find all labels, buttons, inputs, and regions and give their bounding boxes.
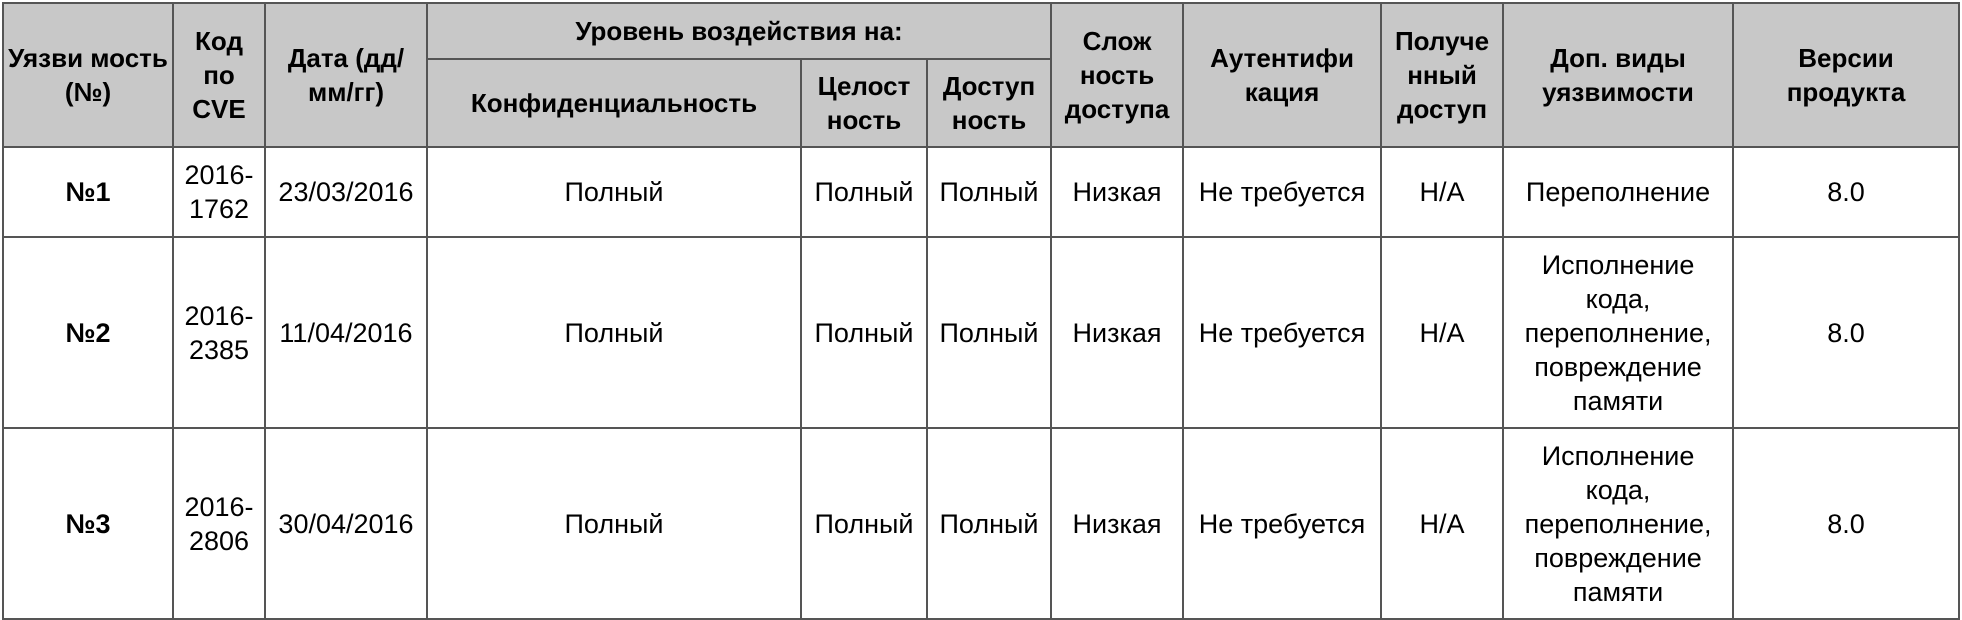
header-obtained-access: Получе нный доступ [1381,3,1503,147]
cell-authentication: Не требуется [1183,237,1381,428]
cell-integrity: Полный [801,428,927,619]
cell-extra-types: Исполнение кода, переполнение, повреждение памяти [1503,428,1733,619]
cell-extra-types: Переполнение [1503,147,1733,237]
cell-cve: 2016-1762 [173,147,265,237]
header-extra-types: Доп. виды уязвимости [1503,3,1733,147]
cell-availability: Полный [927,428,1051,619]
header-cve: Код по CVE [173,3,265,147]
cell-confidentiality: Полный [427,237,801,428]
cell-authentication: Не требуется [1183,147,1381,237]
cell-cve: 2016-2385 [173,237,265,428]
header-vuln: Уязви мость (№) [3,3,173,147]
cell-complexity: Низкая [1051,147,1183,237]
vulnerability-table [2,2,1960,620]
table-row [3,428,1959,619]
header-authentication: Аутентифи кация [1183,3,1381,147]
cell-cve: 2016-2806 [173,428,265,619]
cell-vuln-num: №1 [3,147,173,237]
cell-confidentiality: Полный [427,147,801,237]
table-row [3,237,1959,428]
cell-availability: Полный [927,147,1051,237]
header-versions: Версии продукта [1733,3,1959,147]
cell-authentication: Не требуется [1183,428,1381,619]
header-impact-group: Уровень воздействия на: [427,3,1051,59]
header-availability: Доступ ность [927,59,1051,147]
cell-availability: Полный [927,237,1051,428]
cell-integrity: Полный [801,147,927,237]
cell-obtained-access: Н/А [1381,147,1503,237]
cell-vuln-num: №3 [3,428,173,619]
cell-confidentiality: Полный [427,428,801,619]
header-confidentiality: Конфиденциальность [427,59,801,147]
cell-integrity: Полный [801,237,927,428]
header-date: Дата (дд/ мм/гг) [265,3,427,147]
cell-date: 30/04/2016 [265,428,427,619]
header-integrity: Целост ность [801,59,927,147]
cell-version: 8.0 [1733,237,1959,428]
cell-extra-types: Исполнение кода, переполнение, повреждение памяти [1503,237,1733,428]
cell-date: 11/04/2016 [265,237,427,428]
cell-complexity: Низкая [1051,428,1183,619]
cell-version: 8.0 [1733,428,1959,619]
header-complexity: Слож ность доступа [1051,3,1183,147]
cell-complexity: Низкая [1051,237,1183,428]
cell-obtained-access: Н/А [1381,428,1503,619]
header-row-top [3,3,1959,59]
cell-vuln-num: №2 [3,237,173,428]
table-row [3,147,1959,237]
cell-date: 23/03/2016 [265,147,427,237]
cell-obtained-access: Н/А [1381,237,1503,428]
cell-version: 8.0 [1733,147,1959,237]
